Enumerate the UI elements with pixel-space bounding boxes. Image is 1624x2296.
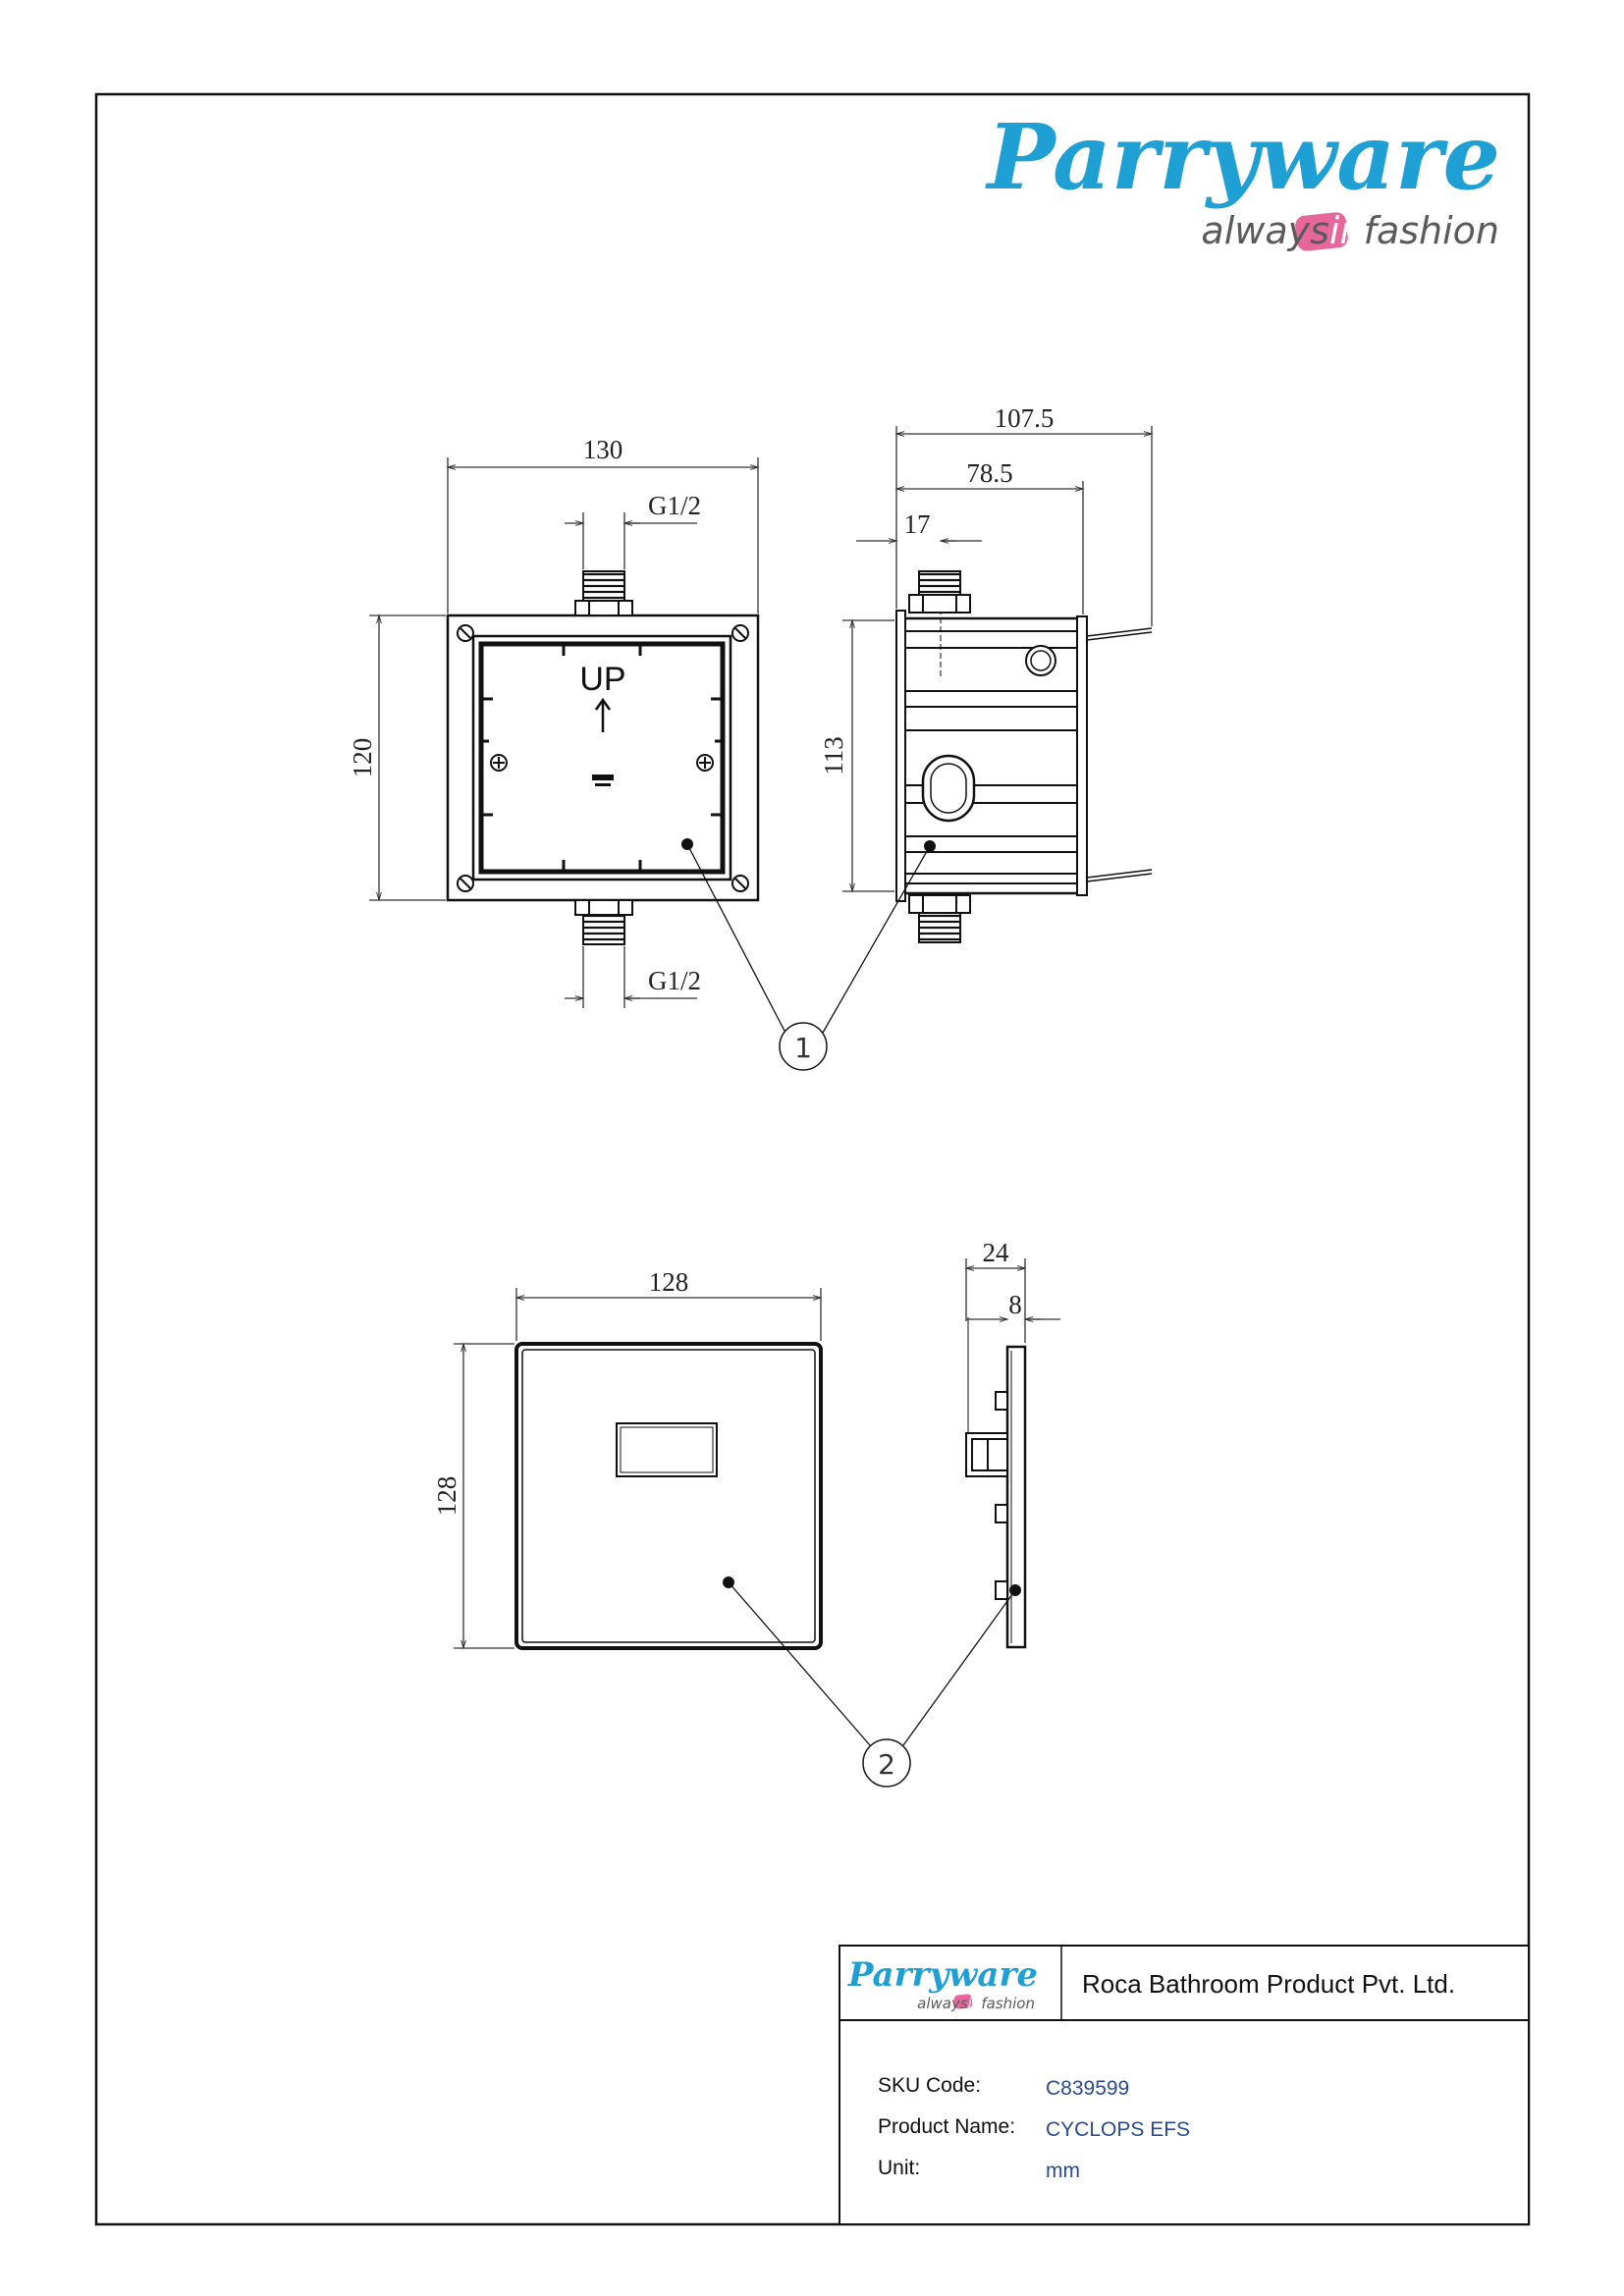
unit-value: mm xyxy=(1046,2160,1080,2182)
side-bottom-fitting xyxy=(909,895,970,942)
box-side-view xyxy=(819,403,1152,942)
brand-logo xyxy=(984,104,1500,252)
dim-body-width-label: 130 xyxy=(582,435,623,464)
sku-label: SKU Code: xyxy=(878,2074,982,2097)
title-block-brand-name: Parryware xyxy=(847,1955,1038,1995)
plate-front-view xyxy=(432,1267,821,1648)
title-block xyxy=(839,1946,1529,2224)
unit-label: Unit: xyxy=(878,2157,921,2179)
brand-name: Parryware xyxy=(987,104,1500,210)
bottom-fitting xyxy=(575,900,632,944)
dim-body-height xyxy=(369,615,446,900)
dim-depth-body-label: 78.5 xyxy=(966,458,1013,488)
dim-plate-depth-label: 24 xyxy=(982,1238,1009,1267)
dim-inlet-top xyxy=(565,512,697,569)
company-name: Roca Bathroom Product Pvt. Ltd. xyxy=(1082,1969,1456,1999)
dim-plate-thickness-label: 8 xyxy=(1008,1290,1022,1319)
dim-side-height xyxy=(842,620,894,891)
side-flange xyxy=(896,611,905,901)
dim-inlet-bottom-label: G1/2 xyxy=(648,966,701,995)
box-front-view xyxy=(348,435,758,1008)
product-name-label: Product Name: xyxy=(878,2115,1016,2138)
dim-plate-width-label: 128 xyxy=(648,1267,689,1297)
product-name-value: CYCLOPS EFS xyxy=(1046,2118,1191,2141)
callout-2-label: 2 xyxy=(878,1748,895,1781)
sheet-border xyxy=(96,94,1529,2224)
dim-plate-height-label: 128 xyxy=(432,1475,461,1517)
plate-side-bosses xyxy=(996,1392,1007,1599)
sku-value: C839599 xyxy=(1046,2077,1130,2100)
side-rear-bracket xyxy=(1077,616,1087,895)
dim-body-height-label: 120 xyxy=(348,737,377,778)
plate-side-face xyxy=(1007,1347,1025,1647)
top-fitting xyxy=(575,571,632,615)
label-block xyxy=(592,774,614,780)
dim-depth-total-label: 107.5 xyxy=(994,403,1055,433)
dim-inlet-top-label: G1/2 xyxy=(648,491,701,520)
plate-side-connector xyxy=(966,1433,1007,1476)
dim-side-height-label: 113 xyxy=(819,736,848,775)
side-top-fitting xyxy=(909,571,970,613)
sensor-window xyxy=(617,1423,717,1476)
title-block-tagline: alwaysinfashion xyxy=(917,1995,1035,2012)
dim-pipe-offset-label: 17 xyxy=(903,509,931,539)
plate-side-view xyxy=(966,1238,1060,1647)
dim-plate-height xyxy=(454,1344,514,1648)
brand-tagline: alwaysinfashion xyxy=(1201,209,1499,252)
plate-outer xyxy=(516,1344,821,1648)
callout-1-label: 1 xyxy=(794,1032,812,1064)
up-label: UP xyxy=(579,661,626,698)
